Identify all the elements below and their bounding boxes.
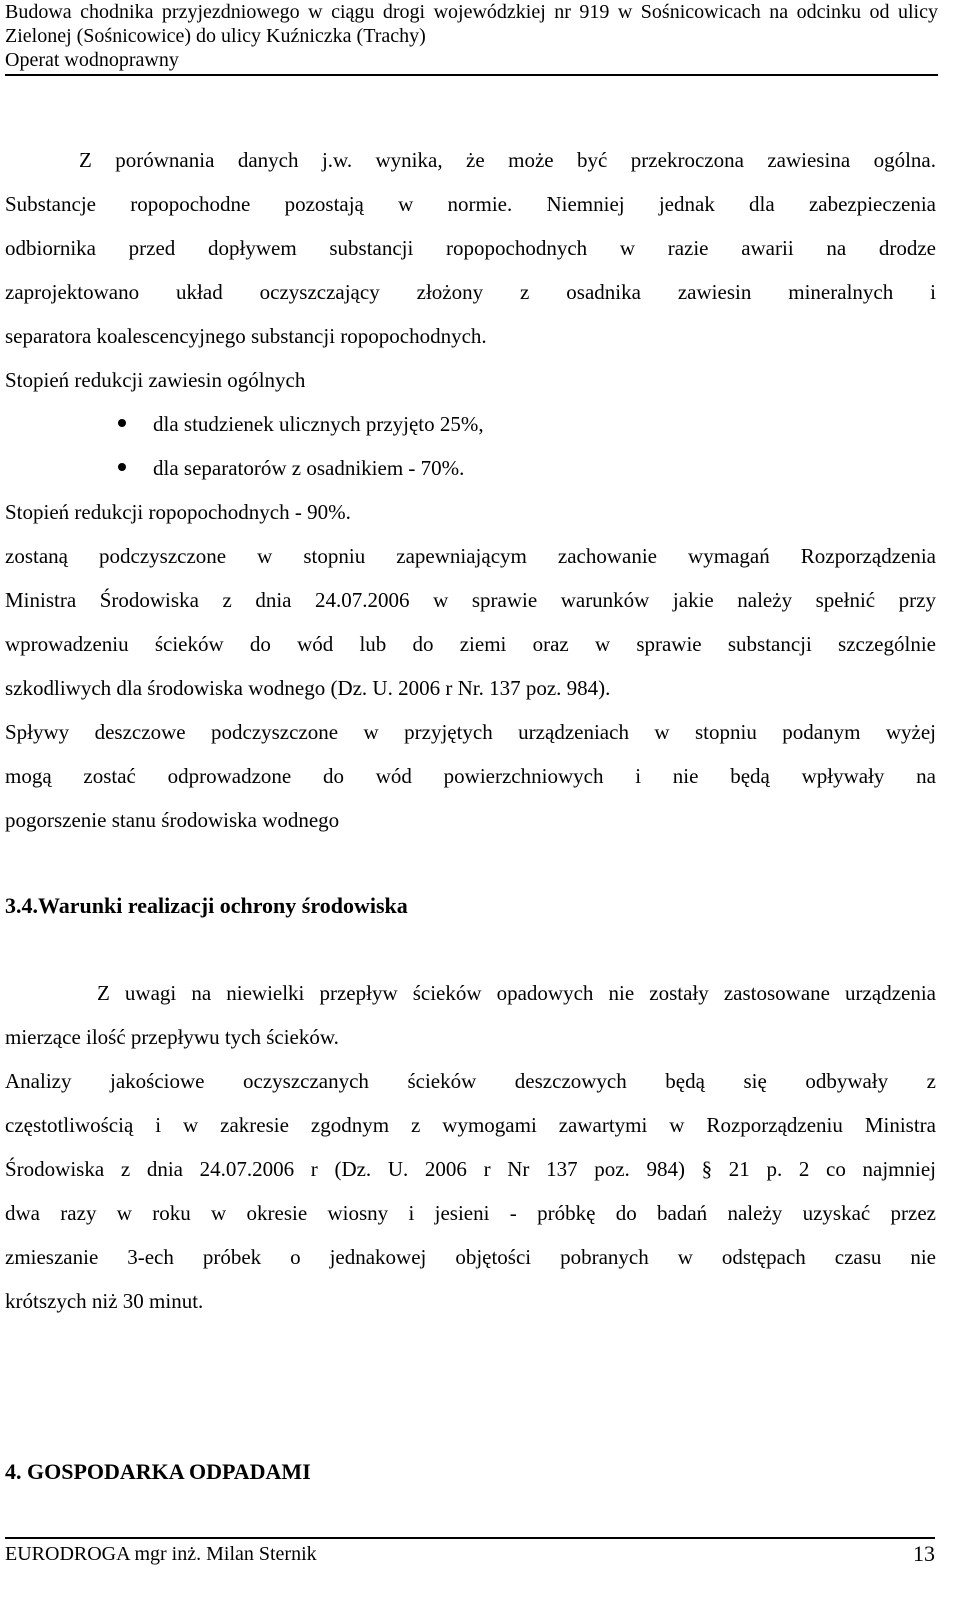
text-line: zaprojektowano układ oczyszczający złożony z osadnika zawiesin mineralnych i (5, 280, 936, 304)
text-line: odbiornika przed dopływem substancji ropopochodnych w razie awarii na drodze (5, 236, 936, 260)
header-subtitle: Operat wodnoprawny (5, 49, 179, 71)
reduction-title: Stopień redukcji zawiesin ogólnych (5, 368, 306, 392)
text-line: krótszych niż 30 minut. (5, 1289, 204, 1313)
text-line: mierzące ilość przepływu tych ścieków. (5, 1025, 339, 1049)
section-heading-waste: 4. GOSPODARKA ODPADAMI (5, 1459, 311, 1484)
paragraph-comparison (5, 138, 936, 842)
header-title-line-2: Zielonej (Sośnicowice) do ulicy Kuźniczka (Trachy) (5, 25, 426, 47)
text-line: separatora koalescencyjnego substancji ropopochodnych. (5, 324, 487, 348)
reduction-oil: Stopień redukcji ropopochodnych - 90%. (5, 500, 351, 524)
list-item: dla separatorów z osadnikiem - 70%. (5, 446, 936, 490)
text-line: Analizy jakościowe oczyszczanych ścieków deszczowych będą się odbywały z (5, 1069, 936, 1093)
text-line: zostaną podczyszczone w stopniu zapewniającym zachowanie wymagań Rozporządzenia (5, 544, 936, 568)
text-line: pogorszenie stanu środowiska wodnego (5, 808, 340, 832)
text-line: częstotliwością i w zakresie zgodnym z wymogami zawartymi w Rozporządzeniu Ministra (5, 1113, 936, 1137)
section-heading: 3.4.Warunki realizacji ochrony środowiska (5, 893, 408, 918)
text-line: Substancje ropopochodne pozostają w normie. Niemniej jednak dla zabezpieczenia (5, 192, 936, 216)
page-number: 13 (913, 1541, 935, 1566)
header-title-line-1: Budowa chodnika przyjezdniowego w ciągu drogi wojewódzkiej nr 919 w Sośnicowicach na odcinku od ulicy (5, 1, 938, 23)
page-header (5, 0, 938, 76)
text-line: Z uwagi na niewielki przepływ ścieków opadowych nie zostały zastosowane urządzenia (97, 981, 936, 1005)
text-line: Z porównania danych j.w. wynika, że może być przekroczona zawiesina ogólna. (79, 148, 936, 172)
text-line: Ministra Środowiska z dnia 24.07.2006 w sprawie warunków jakie należy spełnić przy (5, 588, 936, 612)
page-footer (5, 1537, 935, 1567)
text-line: dwa razy w roku w okresie wiosny i jesieni - próbkę do badań należy uzyskać przez (5, 1201, 936, 1225)
footer-author: EURODROGA mgr inż. Milan Sternik (5, 1543, 317, 1565)
list-item: dla studzienek ulicznych przyjęto 25%, (5, 402, 936, 446)
text-line: wprowadzeniu ścieków do wód lub do ziemi oraz w sprawie substancji szczególnie (5, 632, 936, 656)
text-line: mogą zostać odprowadzone do wód powierzchniowych i nie będą wpływały na (5, 764, 936, 788)
paragraph-conditions (5, 971, 936, 1323)
reduction-list (5, 402, 936, 490)
text-line: Środowiska z dnia 24.07.2006 r (Dz. U. 2006 r Nr 137 poz. 984) § 21 p. 2 co najmniej (5, 1157, 936, 1181)
text-line: szkodliwych dla środowiska wodnego (Dz. U. 2006 r Nr. 137 poz. 984). (5, 676, 611, 700)
text-line: zmieszanie 3-ech próbek o jednakowej objętości pobranych w odstępach czasu nie (5, 1245, 936, 1269)
text-line: Spływy deszczowe podczyszczone w przyjętych urządzeniach w stopniu podanym wyżej (5, 720, 936, 744)
